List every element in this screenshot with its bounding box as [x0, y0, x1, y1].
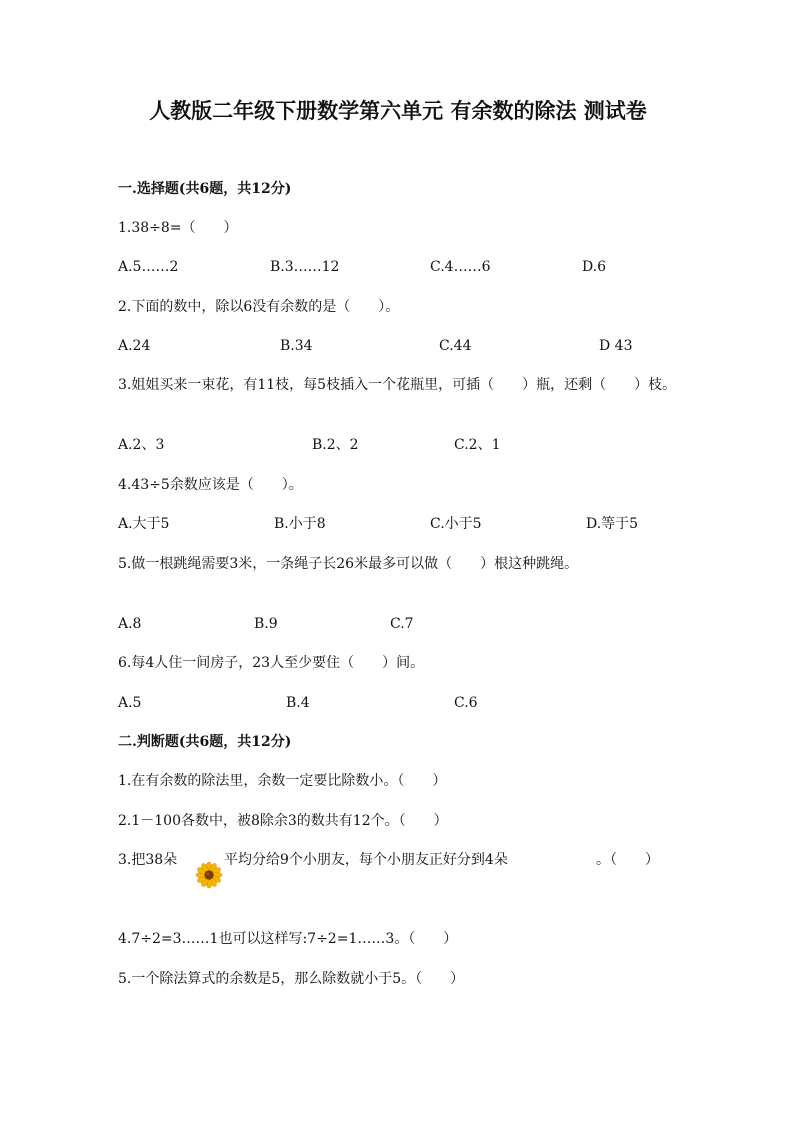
option-c[interactable]: C.6: [454, 695, 478, 711]
option-c[interactable]: C.2、1: [454, 437, 501, 453]
option-b[interactable]: B.3……12: [270, 259, 340, 275]
option-c[interactable]: C.44: [439, 338, 472, 354]
question-text: 4.7÷2=3……1也可以这样写:7÷2=1……3。（ ）: [118, 931, 458, 947]
question-text: 5.一个除法算式的余数是5，那么除数就小于5。（ ）: [118, 971, 465, 987]
page-title: 人教版二年级下册数学第六单元 有余数的除法 测试卷: [149, 99, 647, 123]
option-d[interactable]: D 43: [599, 338, 633, 354]
question-text: 5.做一根跳绳需要3米，一条绳子长26米最多可以做（ ）根这种跳绳。: [118, 556, 579, 572]
option-c[interactable]: C.7: [390, 616, 414, 632]
option-a[interactable]: A.5: [118, 695, 142, 711]
question-text: 6.每4人住一间房子，23人至少要住（ ）间。: [118, 655, 425, 671]
question-text-part: 。（ ）: [596, 852, 659, 868]
question-text: 4.43÷5余数应该是（ ）。: [118, 477, 303, 493]
section-heading-judgment: 二.判断题(共6题，共12分): [118, 734, 292, 750]
option-a[interactable]: A.5……2: [118, 259, 179, 275]
option-c[interactable]: C.小于5: [430, 516, 482, 532]
option-b[interactable]: B.34: [280, 338, 313, 354]
section-heading-choice: 一.选择题(共6题，共12分): [118, 181, 292, 197]
option-d[interactable]: D.等于5: [586, 516, 639, 532]
option-b[interactable]: B.2、2: [312, 437, 359, 453]
question-text: 2.下面的数中，除以6没有余数的是（ ）。: [118, 299, 400, 315]
question-text-part: 3.把38朵: [118, 852, 178, 868]
question-text: 2.1－100各数中，被8除余3的数共有12个。（ ）: [118, 813, 448, 829]
option-a[interactable]: A.8: [118, 616, 142, 632]
option-b[interactable]: B.4: [286, 695, 310, 711]
option-d[interactable]: D.6: [582, 259, 607, 275]
option-a[interactable]: A.24: [118, 338, 151, 354]
question-text: 1.在有余数的除法里，余数一定要比除数小。（ ）: [118, 773, 447, 789]
option-c[interactable]: C.4……6: [430, 259, 491, 275]
option-a[interactable]: A.大于5: [118, 516, 170, 532]
question-text: 3.姐姐买来一束花，有11枝，每5枝插入一个花瓶里，可插（ ）瓶，还剩（ ）枝。: [118, 377, 677, 393]
question-text: 1.38÷8=（ ）: [118, 220, 238, 236]
option-a[interactable]: A.2、3: [118, 437, 165, 453]
question-text-part: 平均分给9个小朋友，每个小朋友正好分到4朵: [224, 852, 508, 868]
flower-icon: [193, 860, 223, 890]
option-b[interactable]: B.小于8: [274, 516, 326, 532]
option-b[interactable]: B.9: [254, 616, 278, 632]
